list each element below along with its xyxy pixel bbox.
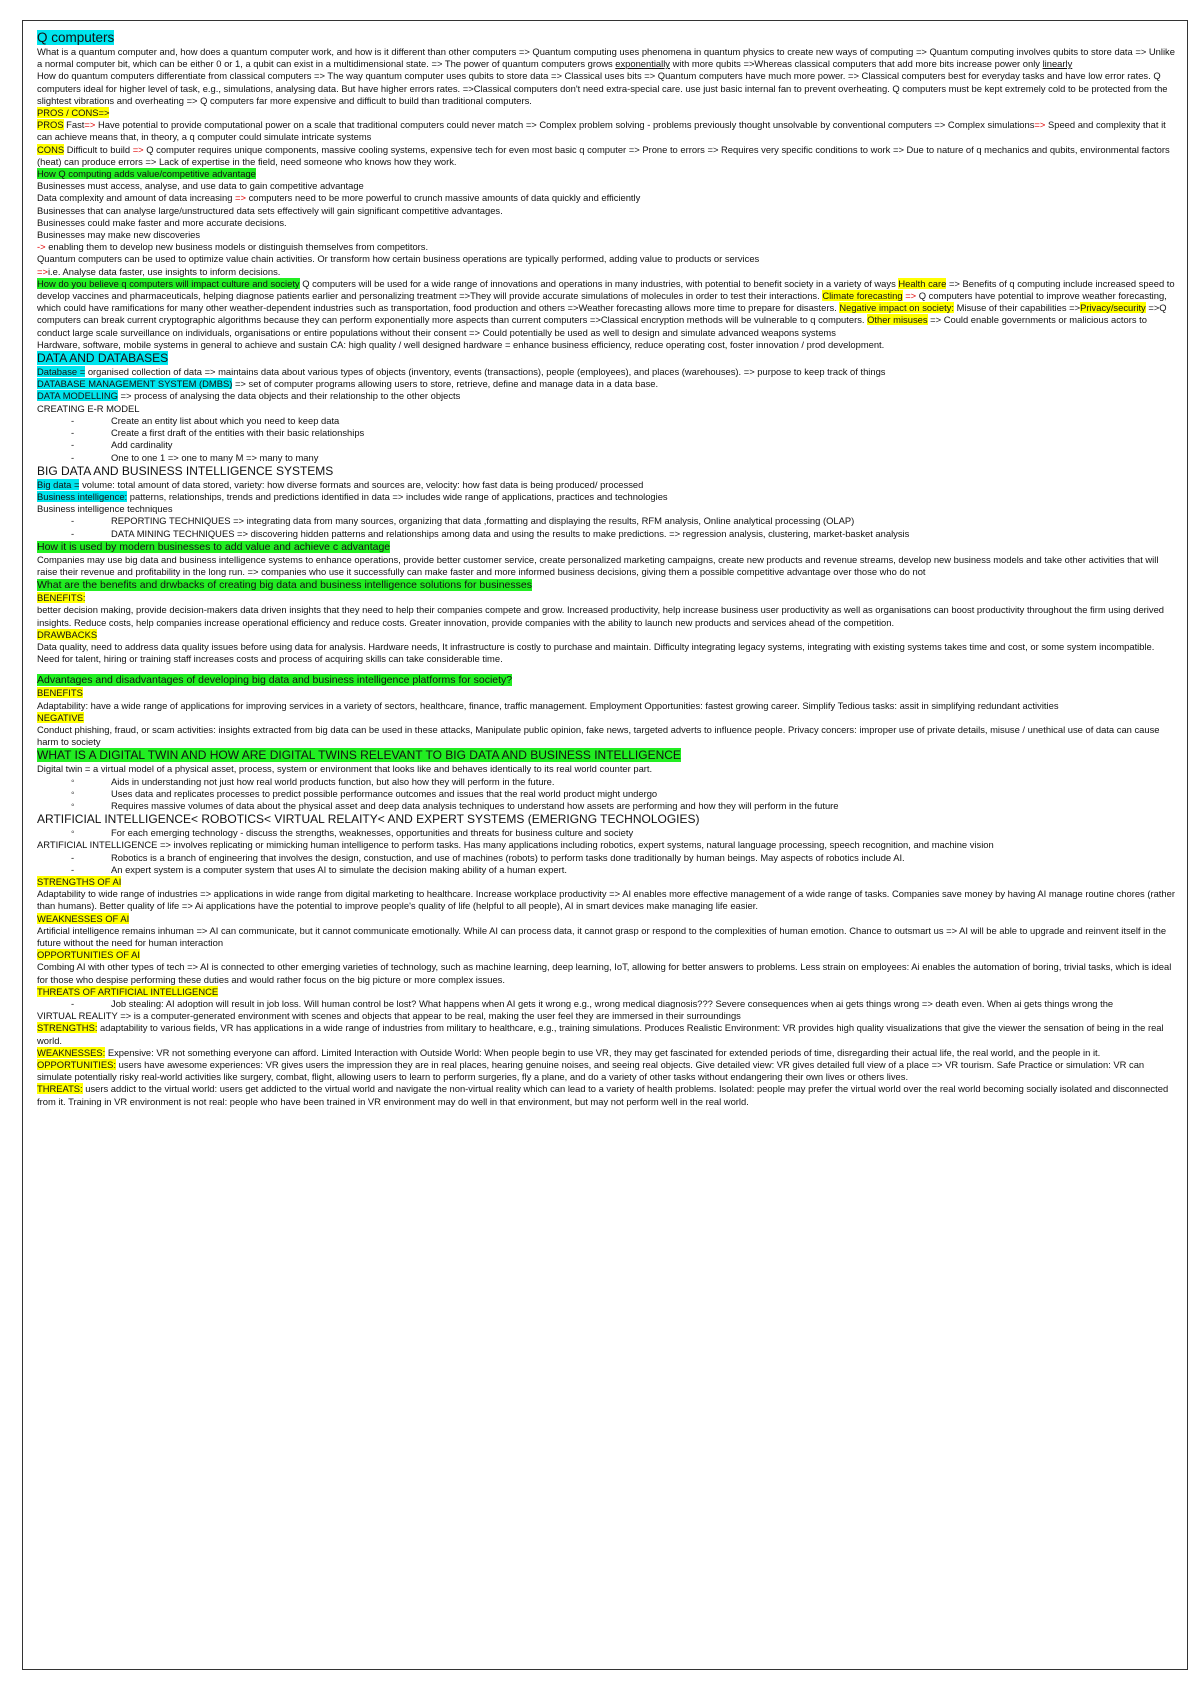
negative-label: NEGATIVE <box>37 711 84 723</box>
negative-text: Conduct phishing, fraud, or scam activities: insights extracted from big data can be used in these attacks, Manipulate public opinion, fake news, targeted adverts to influence people. Privacy concers: improper use of private details, misuse / unethical use of data can cause harm to society <box>37 723 1160 748</box>
ai-weaknesses-text: Artificial intelligence remains inhuman => AI can communicate, but it cannot communicate emotionally. While AI can process data, it cannot grasp or respond to the complexities of human emotion. Chance to outsmart us => AI will be able to upgrade and reinvent itself in the future without the need for human interaction <box>37 924 1167 948</box>
database-definition: Database = organised collection of data => maintains data about various types of objects (inventory, events (transactions), people (employees), and places (warehouses). => purpose to keep track of things <box>37 366 886 378</box>
section-title-data-databases: DATA AND DATABASES <box>37 351 169 366</box>
business-value-text: Companies may use big data and business intelligence systems to enhance operations, provide better customer service, create personalized marketing campaigns, create new products and revenue streams, develop new business models and take other activities that will raise their revenue and profitability in the long run. => companies who use it successfully can make faster and more informed business decisions, giving them a possible competitive advantage over those who do not <box>37 553 1159 577</box>
value-line-4: Businesses could make faster and more accurate decisions. <box>37 216 287 228</box>
er-model-heading: CREATING E-R MODEL <box>37 402 140 414</box>
dbms-definition: DATABASE MANAGEMENT SYSTEM (DMBS) => set of computer programs allowing users to store, retrieve, define and manage data in a data base. <box>37 378 659 390</box>
impact-paragraph: How do you believe q computers will impact culture and society Q computers will be used for a wide range of innovations and operations in many industries, with potential to benefit society in a variety of ways Health care => Benefits of q computing include increased speed to develop vaccines and pharmaceuticals, helping diagnose patients earlier and personalizing treatment =>They will provide accurate simulations of molecules in order to test their interactions. Climate forecasting => Q computers have potential to improve weather forecasting, which could have ramifications for many other weather-dependent industries such as transportation, food production and others =>Weather forecasting allows more time to prepare for disasters. Negative impact on society: Misuse of their capabilities =>Privacy/security =>Q computers can break current cryptographic algorithms because they can perform exponentially more aspects than current computers =>Classical encryption methods will be vulnerable to q computers. Other misuses => Could enable governments or malicious actors to conduct large scale surveillance on individuals, organisations or entire populations without their consent => Could potentially be used as well to design and simulate advanced weapons systems <box>37 277 1175 338</box>
drawbacks-text: Data quality, need to address data quality issues before using data for analysis. Hardware needs, It infrastructure is costly to purchase and maintain. Difficulty integrating legacy systems, integrating with existing systems takes time and cost, or some system incompatible. Need for talent, hiring or training staff increases costs and process of acquiring skills can take considerable time. <box>37 640 1155 665</box>
er-model-list <box>37 415 1175 464</box>
digital-twin-list <box>37 776 1175 813</box>
q-paragraph-1: What is a quantum computer and, how does a quantum computer work, and how is it different than other computers => Quantum computing uses phenomena in quantum physics to create new ways of computing => Quantum computing involves qubits to store data => Unlike a normal computer bit, which can be either 0 or 1, a qubit can exist in a multidimensional state. => The power of quantum computers grows exponentially with more qubits =>Whereas classical computers that add more bits increase power only linearly <box>37 46 1175 70</box>
list-item: - REPORTING TECHNIQUES => integrating data from many sources, organizing that data ,formatting and displaying the results, RFM analysis, Online analytical processing (OLAP) <box>111 515 1175 527</box>
drawbacks-label: DRAWBACKS <box>37 628 98 640</box>
value-line-5: Businesses may make new discoveries <box>37 229 201 241</box>
bi-techniques-heading: Business intelligence techniques <box>37 503 173 515</box>
ai-definition: ARTIFICIAL INTELLIGENCE => involves replicating or mimicking human intelligence to perform tasks. Has many applications including robotics, expert systems, natural language processing, speech recognition, and machine vision <box>37 839 994 851</box>
value-line-2: Data complexity and amount of data increasing => computers need to be more powerful to crunch massive amounts of data quickly and efficiently <box>37 192 641 204</box>
bi-techniques-list <box>37 515 1175 539</box>
pros-paragraph: PROS Fast=> Have potential to provide computational power on a scale that traditional computers could never match => Complex problem solving - problems previously thought unsolvable by conventional computers => Complex simulations=> Speed and complexity that it can achieve means that, in theory, a q computer could simulate intricate systems <box>37 119 1166 143</box>
list-item: - Create an entity list about which you need to keep data <box>111 415 1175 427</box>
vr-definition: VIRTUAL REALITY => is a computer-generated environment with scenes and objects that appear to be real, making the user feel they are immersed in their surroundings <box>37 1010 741 1022</box>
society-heading: Advantages and disadvantages of developing big data and business intelligence platforms for society? <box>37 674 513 687</box>
vr-threats: THREATS: users addict to the virtual world: users get addicted to the virtual world and navigate the non-virtual reality which can lead to a variety of health problems. Isolated: people may prefer the virtual world over the real world becoming socially isolated and disconnected from it. Training in VR environment is not real: people who have been trained in VR environment may do well in that environment, but may not perform well in the real world. <box>37 1083 1169 1107</box>
ai-strengths-label: STRENGTHS OF AI <box>37 875 122 887</box>
list-item: - Add cardinality <box>111 439 1175 451</box>
value-heading: How Q computing adds value/competitive advantage <box>37 168 256 180</box>
benefits-label: BENEFITS: <box>37 592 86 604</box>
digital-twin-definition: Digital twin = a virtual model of a physical asset, process, system or environment that looks like and behaves identically to its real world counter part. <box>37 763 653 775</box>
bi-definition: Business intelligence: patterns, relationships, trends and predictions identified in data => includes wide range of applications, practices and technologies <box>37 490 668 502</box>
list-item: ◦ For each emerging technology - discuss the strengths, weaknesses, opportunities and threats for business culture and society <box>111 827 1175 839</box>
benefits-drawbacks-heading: What are the benefits and drwbacks of creating big data and business intelligence solutions for businesses <box>37 579 532 592</box>
q-paragraph-2: How do quantum computers differentiate from classical computers => The way quantum computer uses qubits to store data => Classical uses bits => Quantum computers have much more power. => Classical computers best for everyday tasks and have low error rates. Q computers ideal for higher level of task, e.g., simulations, analysing data. But have higher errors rates. =>Classical computers don't need extra-special care. use just basic internal fan to prevent overheating. Q computers must be kept extremely cold to be protected from the slightest vibrations and overheating => Q computers far more expensive and difficult to build than traditional computers. <box>37 70 1168 106</box>
list-item: ◦ Uses data and replicates processes to predict possible performance outcomes and issues that the real world product might undergo <box>111 788 1175 800</box>
value-line-7: Quantum computers can be used to optimize value chain activities. Or transform how certain business operations are typically performed, adding value to products or services <box>37 253 760 265</box>
cons-paragraph: CONS Difficult to build => Q computer requires unique components, massive cooling systems, expensive tech for even most basic q computer => Prone to errors => Requires very specific conditions to work => Due to nature of q mechanics and qubits, environmental factors (heat) can produce errors => Lack of expertise in the field, need someone who knows how they work. <box>37 143 1170 167</box>
emerging-tech-intro <box>37 827 1175 839</box>
vr-opportunities: OPPORTUNITIES: users have awesome experiences: VR gives users the impression they are in real places, hearing genuine noises, and seeing real objects. Give detailed view: VR gives detailed full view of a place => VR tourism. Safe Practice or simulation: VR can simulate potentially risky real-world activities like surgery, combat, flight, allowing users to learn to perform surgeries, fly a plane, and do a variety of other tasks without endangering their own lives or others lives. <box>37 1059 1145 1083</box>
data-modelling-definition: DATA MODELLING => process of analysing the data objects and their relationship to the other objects <box>37 390 461 402</box>
society-benefits-label: BENEFITS <box>37 687 83 699</box>
list-item: - One to one 1 => one to many M => many to many <box>111 452 1175 464</box>
hardware-line: Hardware, software, mobile systems in general to achieve and sustain CA: high quality / well designed hardware = enhance business efficiency, reduce operating cost, foster innovation / prod development. <box>37 338 885 350</box>
section-title-emerging-tech: ARTIFICIAL INTELLIGENCE< ROBOTICS< VIRTUAL RELAITY< AND EXPERT SYSTEMS (EMERIGNG TECHNOLOGIES) <box>37 812 700 827</box>
ai-opportunities-label: OPPORTUNITIES OF AI <box>37 949 140 961</box>
ai-weaknesses-label: WEAKNESSES OF AI <box>37 912 130 924</box>
list-item: - Create a first draft of the entities with their basic relationships <box>111 427 1175 439</box>
vr-weaknesses: WEAKNESSES: Expensive: VR not something everyone can afford. Limited Interaction with Outside World: When people begin to use VR, they may get fascinated for extended periods of time, disregarding their actual life, the real world, and the people in it. <box>37 1046 1101 1058</box>
society-benefits-text: Adaptability: have a wide range of applications for improving services in a variety of sectors, healthcare, finance, traffic management. Employment Opportunities: fastest growing career. Simplify Tedious tasks: assit in simplifying redundant activities <box>37 699 1059 711</box>
list-item: - DATA MINING TECHNIQUES => discovering hidden patterns and relationships among data and using the results to make predictions. => regression analysis, clustering, market-basket analysis <box>111 528 1175 540</box>
list-item: ◦ Aids in understanding not just how real world products function, but also how they will perform in the future. <box>111 776 1175 788</box>
ai-strengths-text: Adaptability to wide range of industries => applications in wide range from digital marketing to healthcare. Increase workplace productivity => AI enables more effective management of a wide range of tasks. Companies save money by having AI manage routine chores (rather than humans). Better quality of life => Ai applications have the potential to improve people's quality of life (helpful to all people), AI in smart devices make managing life easier. <box>37 888 1175 912</box>
big-data-definition: Big data = volume: total amount of data stored, variety: how diverse formats and sources are, velocity: how fast data is being produced/ processed <box>37 478 644 490</box>
list-item: ◦ Requires massive volumes of data about the physical asset and deep data analysis techniques to understand how assets are performing and how they will perform in the future <box>111 800 1175 812</box>
ai-opportunities-text: Combing AI with other types of tech => AI is connected to other emerging varieties of technology, such as machine learning, deep learning, IoT, allowing for better answers to problems. Less strain on employees: Ai enables the automation of boring, trivial tasks, which is ideal for those who despise performing these duties and would rather focus on the big picture or more complex issues. <box>37 961 1172 985</box>
business-value-heading: How it is used by modern businesses to add value and achieve c advantage <box>37 540 391 553</box>
document-page <box>22 20 1188 1670</box>
value-line-6: -> enabling them to develop new business models or distinguish themselves from competitors. <box>37 241 429 253</box>
section-title-big-data: BIG DATA AND BUSINESS INTELLIGENCE SYSTEMS <box>37 463 334 478</box>
value-line-3: Businesses that can analyse large/unstructured data sets effectively will gain significant competitive advantages. <box>37 204 503 216</box>
section-title-q-computers: Q computers <box>37 30 115 45</box>
ai-threats-label: THREATS OF ARTIFICIAL INTELLIGENCE <box>37 985 219 997</box>
value-line-8: =>i.e. Analyse data faster, use insights to inform decisions. <box>37 265 281 277</box>
document-content <box>37 29 1175 1108</box>
ai-list <box>37 852 1175 876</box>
pros-cons-heading: PROS / CONS=> <box>37 107 110 119</box>
benefits-text: better decision making, provide decision-makers data driven insights that they need to help their companies compete and grow. Increased productivity, help increase business user productivity as well as organisations can boost productivity throughout the firm using derived insights. Reduce costs, help companies increase operational efficiency and reduce costs. Greater innovation, provide companies with the ability to launch new products and services ahead of the competition. <box>37 604 1164 628</box>
list-item: - Job stealing: AI adoption will result in job loss. Will human control be lost? What happens when AI gets it wrong e.g., wrong medical diagnosis??? Severe consequences when ai gets things wrong => death even. When ai gets things wrong the <box>111 998 1175 1010</box>
section-title-digital-twin: WHAT IS A DIGITAL TWIN AND HOW ARE DIGITAL TWINS RELEVANT TO BIG DATA AND BUSINESS INTELLIGENCE <box>37 748 681 763</box>
list-item: - An expert system is a computer system that uses AI to simulate the decision making ability of a human expert. <box>111 864 1175 876</box>
list-item: - Robotics is a branch of engineering that involves the design, constuction, and use of machines (robots) to perform tasks done traditionally by human beings. May aspects of robotics include AI. <box>111 852 1175 864</box>
ai-threats-list <box>37 998 1175 1010</box>
vr-strengths: STRENGTHS: adaptability to various fields, VR has applications in a wide range of industries from military to healthcare, e.g., training simulations. Produces Realistic Environment: VR provides high quality visualizations that give the viewer the sensation of being in the real world. <box>37 1022 1164 1046</box>
value-line-1: Businesses must access, analyse, and use data to gain competitive advantage <box>37 180 364 192</box>
